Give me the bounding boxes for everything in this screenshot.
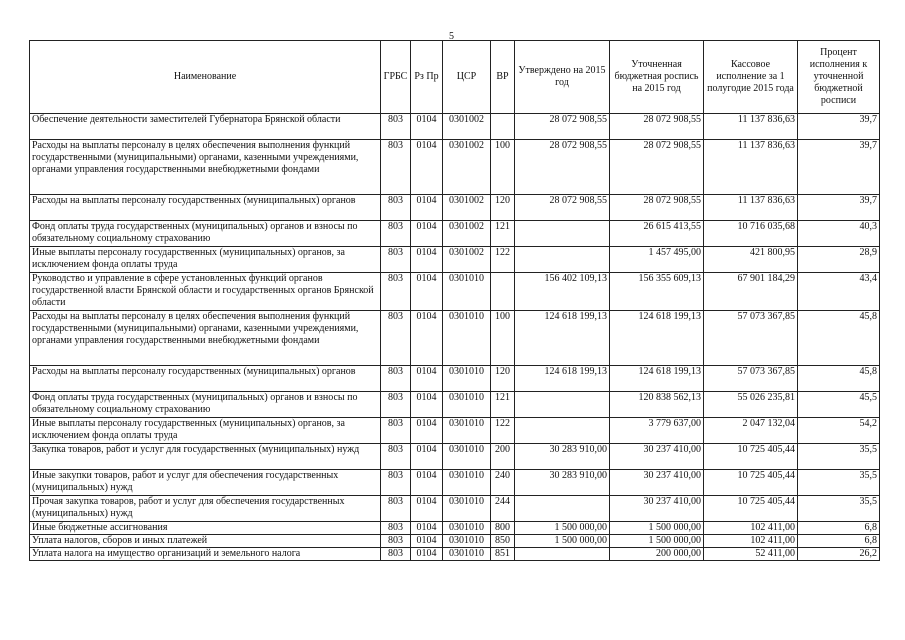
cell-percent: 6,8: [798, 522, 880, 535]
cell-rzpr: 0104: [411, 392, 443, 418]
cell-refined: 26 615 413,55: [610, 221, 704, 247]
cell-percent: 39,7: [798, 114, 880, 140]
cell-name: Иные закупки товаров, работ и услуг для обеспечения государственных (муниципальных) нужд: [30, 470, 381, 496]
table-row: [30, 470, 880, 496]
table-row: [30, 418, 880, 444]
cell-refined: 30 237 410,00: [610, 444, 704, 470]
cell-approved: 28 072 908,55: [515, 195, 610, 221]
table-row: [30, 247, 880, 273]
cell-approved: 30 283 910,00: [515, 444, 610, 470]
cell-grbs: 803: [381, 247, 411, 273]
cell-grbs: 803: [381, 522, 411, 535]
cell-vr: 200: [491, 444, 515, 470]
cell-rzpr: 0104: [411, 366, 443, 392]
cell-vr: 851: [491, 548, 515, 561]
cell-percent: 45,8: [798, 311, 880, 366]
cell-csr: 0301010: [443, 535, 491, 548]
cell-rzpr: 0104: [411, 273, 443, 311]
cell-name: Расходы на выплаты персоналу в целях обеспечения выполнения функций государственными (муниципальными) органами, казенными учреждениями, органами управления государственными внебюджетными фондами: [30, 140, 381, 195]
cell-refined: 1 457 495,00: [610, 247, 704, 273]
cell-rzpr: 0104: [411, 418, 443, 444]
header-csr: ЦСР: [443, 41, 491, 114]
cell-name: Прочая закупка товаров, работ и услуг для обеспечения государственных (муниципальных) нужд: [30, 496, 381, 522]
cell-cash: 102 411,00: [704, 535, 798, 548]
cell-percent: 54,2: [798, 418, 880, 444]
cell-name: Руководство и управление в сфере установленных функций органов государственной власти Брянской области и государственных органов Брянской области: [30, 273, 381, 311]
cell-name: Закупка товаров, работ и услуг для государственных (муниципальных) нужд: [30, 444, 381, 470]
budget-table: [29, 40, 880, 561]
cell-csr: 0301002: [443, 195, 491, 221]
cell-cash: 10 725 405,44: [704, 470, 798, 496]
cell-vr: 122: [491, 247, 515, 273]
cell-csr: 0301010: [443, 273, 491, 311]
cell-percent: 35,5: [798, 496, 880, 522]
cell-cash: 57 073 367,85: [704, 366, 798, 392]
cell-rzpr: 0104: [411, 311, 443, 366]
cell-rzpr: 0104: [411, 221, 443, 247]
cell-vr: 122: [491, 418, 515, 444]
cell-refined: 28 072 908,55: [610, 195, 704, 221]
cell-grbs: 803: [381, 366, 411, 392]
cell-cash: 11 137 836,63: [704, 195, 798, 221]
cell-approved: 124 618 199,13: [515, 311, 610, 366]
cell-rzpr: 0104: [411, 548, 443, 561]
cell-refined: 30 237 410,00: [610, 496, 704, 522]
cell-vr: 100: [491, 140, 515, 195]
cell-vr: 240: [491, 470, 515, 496]
cell-name: Фонд оплаты труда государственных (муниципальных) органов и взносы по обязательному социальному страхованию: [30, 221, 381, 247]
cell-vr: [491, 114, 515, 140]
cell-grbs: 803: [381, 418, 411, 444]
table-row: [30, 522, 880, 535]
cell-name: Расходы на выплаты персоналу в целях обеспечения выполнения функций государственными (муниципальными) органами, казенными учреждениями, органами управления государственными внебюджетными фондами: [30, 311, 381, 366]
cell-grbs: 803: [381, 195, 411, 221]
table-row: [30, 273, 880, 311]
cell-name: Обеспечение деятельности заместителей Губернатора Брянской области: [30, 114, 381, 140]
header-refined: Уточненная бюджетная роспись на 2015 год: [610, 41, 704, 114]
cell-rzpr: 0104: [411, 114, 443, 140]
cell-refined: 156 355 609,13: [610, 273, 704, 311]
cell-refined: 28 072 908,55: [610, 114, 704, 140]
cell-refined: 1 500 000,00: [610, 535, 704, 548]
cell-grbs: 803: [381, 548, 411, 561]
cell-grbs: 803: [381, 221, 411, 247]
cell-percent: 26,2: [798, 548, 880, 561]
cell-percent: 35,5: [798, 470, 880, 496]
cell-name: Уплата налога на имущество организаций и земельного налога: [30, 548, 381, 561]
cell-csr: 0301002: [443, 221, 491, 247]
header-grbs: ГРБС: [381, 41, 411, 114]
table-row: [30, 140, 880, 195]
table-row: [30, 311, 880, 366]
cell-approved: [515, 548, 610, 561]
cell-name: Иные бюджетные ассигнования: [30, 522, 381, 535]
cell-vr: 120: [491, 195, 515, 221]
cell-approved: 28 072 908,55: [515, 140, 610, 195]
cell-csr: 0301010: [443, 366, 491, 392]
cell-refined: 30 237 410,00: [610, 470, 704, 496]
cell-name: Расходы на выплаты персоналу государственных (муниципальных) органов: [30, 195, 381, 221]
cell-grbs: 803: [381, 392, 411, 418]
cell-percent: 39,7: [798, 195, 880, 221]
cell-approved: [515, 418, 610, 444]
cell-vr: [491, 273, 515, 311]
cell-name: Иные выплаты персоналу государственных (муниципальных) органов, за исключением фонда оплаты труда: [30, 418, 381, 444]
cell-csr: 0301010: [443, 496, 491, 522]
cell-percent: 40,3: [798, 221, 880, 247]
table-row: [30, 366, 880, 392]
cell-grbs: 803: [381, 470, 411, 496]
cell-vr: 850: [491, 535, 515, 548]
cell-cash: 67 901 184,29: [704, 273, 798, 311]
cell-refined: 124 618 199,13: [610, 311, 704, 366]
cell-grbs: 803: [381, 444, 411, 470]
cell-vr: 800: [491, 522, 515, 535]
cell-rzpr: 0104: [411, 535, 443, 548]
cell-csr: 0301002: [443, 140, 491, 195]
cell-rzpr: 0104: [411, 247, 443, 273]
cell-csr: 0301010: [443, 392, 491, 418]
cell-csr: 0301010: [443, 311, 491, 366]
cell-cash: 52 411,00: [704, 548, 798, 561]
cell-cash: 10 725 405,44: [704, 496, 798, 522]
cell-approved: 28 072 908,55: [515, 114, 610, 140]
header-rzpr: Рз Пр: [411, 41, 443, 114]
table-header: [30, 41, 880, 114]
cell-approved: [515, 496, 610, 522]
cell-csr: 0301010: [443, 470, 491, 496]
table-row: [30, 195, 880, 221]
cell-name: Уплата налогов, сборов и иных платежей: [30, 535, 381, 548]
cell-csr: 0301010: [443, 548, 491, 561]
cell-grbs: 803: [381, 311, 411, 366]
cell-vr: 244: [491, 496, 515, 522]
cell-vr: 121: [491, 392, 515, 418]
cell-cash: 2 047 132,04: [704, 418, 798, 444]
table-row: [30, 444, 880, 470]
cell-vr: 100: [491, 311, 515, 366]
cell-cash: 57 073 367,85: [704, 311, 798, 366]
table-row: [30, 221, 880, 247]
cell-csr: 0301010: [443, 522, 491, 535]
cell-approved: [515, 247, 610, 273]
cell-percent: 39,7: [798, 140, 880, 195]
cell-approved: [515, 392, 610, 418]
cell-approved: 156 402 109,13: [515, 273, 610, 311]
header-cash: Кассовое исполнение за 1 полугодие 2015 года: [704, 41, 798, 114]
cell-percent: 35,5: [798, 444, 880, 470]
cell-percent: 43,4: [798, 273, 880, 311]
cell-refined: 200 000,00: [610, 548, 704, 561]
cell-grbs: 803: [381, 140, 411, 195]
cell-percent: 45,5: [798, 392, 880, 418]
header-name: Наименование: [30, 41, 381, 114]
cell-csr: 0301002: [443, 114, 491, 140]
header-percent: Процент исполнения к уточненной бюджетной росписи: [798, 41, 880, 114]
cell-rzpr: 0104: [411, 470, 443, 496]
table-row: [30, 392, 880, 418]
cell-cash: 10 716 035,68: [704, 221, 798, 247]
table-row: [30, 496, 880, 522]
header-approved: Утверждено на 2015 год: [515, 41, 610, 114]
cell-approved: 30 283 910,00: [515, 470, 610, 496]
cell-cash: 421 800,95: [704, 247, 798, 273]
cell-grbs: 803: [381, 496, 411, 522]
cell-percent: 28,9: [798, 247, 880, 273]
cell-csr: 0301010: [443, 418, 491, 444]
cell-rzpr: 0104: [411, 140, 443, 195]
cell-vr: 120: [491, 366, 515, 392]
header-vr: ВР: [491, 41, 515, 114]
cell-refined: 120 838 562,13: [610, 392, 704, 418]
cell-cash: 55 026 235,81: [704, 392, 798, 418]
cell-refined: 3 779 637,00: [610, 418, 704, 444]
table-row: [30, 548, 880, 561]
cell-approved: 124 618 199,13: [515, 366, 610, 392]
cell-grbs: 803: [381, 114, 411, 140]
cell-cash: 10 725 405,44: [704, 444, 798, 470]
table-row: [30, 114, 880, 140]
cell-percent: 6,8: [798, 535, 880, 548]
cell-rzpr: 0104: [411, 444, 443, 470]
page-number: 5: [449, 31, 454, 42]
cell-name: Фонд оплаты труда государственных (муниципальных) органов и взносы по обязательному социальному страхованию: [30, 392, 381, 418]
cell-approved: 1 500 000,00: [515, 535, 610, 548]
cell-vr: 121: [491, 221, 515, 247]
table-row: [30, 535, 880, 548]
cell-rzpr: 0104: [411, 522, 443, 535]
cell-name: Расходы на выплаты персоналу государственных (муниципальных) органов: [30, 366, 381, 392]
cell-grbs: 803: [381, 535, 411, 548]
table-body: [30, 114, 880, 561]
cell-csr: 0301010: [443, 444, 491, 470]
cell-name: Иные выплаты персоналу государственных (муниципальных) органов, за исключением фонда оплаты труда: [30, 247, 381, 273]
cell-csr: 0301002: [443, 247, 491, 273]
cell-cash: 11 137 836,63: [704, 114, 798, 140]
cell-percent: 45,8: [798, 366, 880, 392]
cell-refined: 28 072 908,55: [610, 140, 704, 195]
cell-grbs: 803: [381, 273, 411, 311]
cell-rzpr: 0104: [411, 195, 443, 221]
cell-cash: 11 137 836,63: [704, 140, 798, 195]
cell-rzpr: 0104: [411, 496, 443, 522]
cell-refined: 1 500 000,00: [610, 522, 704, 535]
cell-refined: 124 618 199,13: [610, 366, 704, 392]
cell-approved: 1 500 000,00: [515, 522, 610, 535]
cell-cash: 102 411,00: [704, 522, 798, 535]
cell-approved: [515, 221, 610, 247]
